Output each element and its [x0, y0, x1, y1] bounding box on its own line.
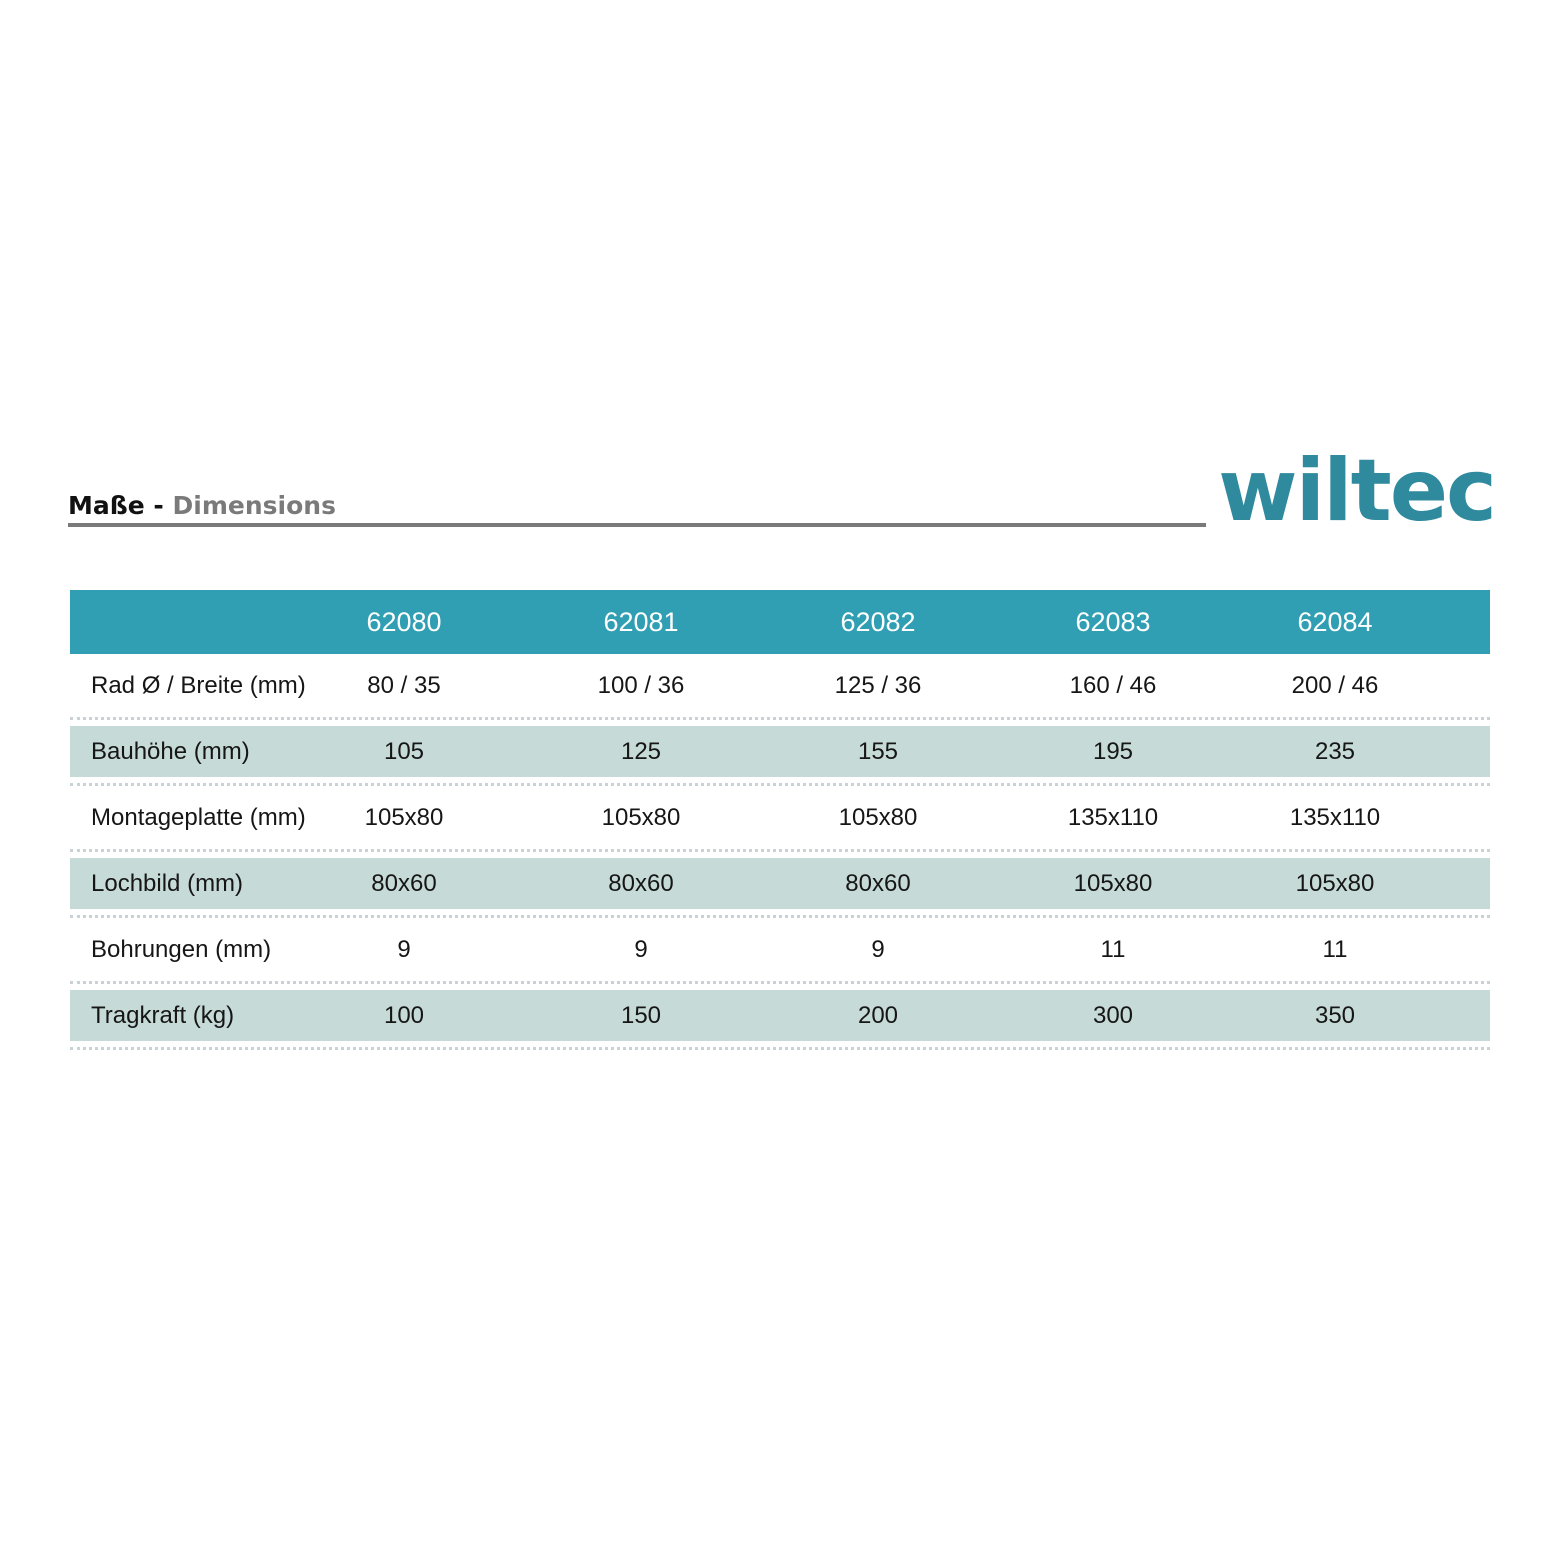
table-cell: 9: [871, 935, 885, 963]
table-row-holes: [70, 918, 1490, 984]
table-cell: 11: [1322, 935, 1348, 963]
table-cell: 100: [383, 1001, 425, 1029]
table-cell: 80x60: [371, 869, 437, 897]
table-row-wheel-width: [70, 654, 1490, 720]
table-cell: 135x110: [1289, 803, 1381, 831]
row-label: Rad Ø / Breite (mm): [91, 671, 306, 699]
table-row-height: [70, 720, 1490, 786]
dimensions-table: [70, 590, 1490, 1050]
wiltec-logo: wiltec: [1218, 441, 1495, 541]
header-model-62080: 62080: [366, 606, 442, 637]
row-label: Lochbild (mm): [91, 869, 244, 897]
table-cell: 125 / 36: [834, 671, 922, 699]
table-cell: 100 / 36: [597, 671, 685, 699]
row-label: Montageplatte (mm): [91, 803, 306, 831]
table-header-row: [70, 590, 1490, 654]
table-cell: 150: [620, 1001, 662, 1029]
header-model-62081: 62081: [603, 606, 679, 637]
table-cell: 9: [634, 935, 648, 963]
table-cell: 80x60: [608, 869, 674, 897]
title-english: Dimensions: [172, 491, 336, 520]
table-cell: 300: [1092, 1001, 1134, 1029]
table-cell: 11: [1100, 935, 1126, 963]
table-cell: 105x80: [1295, 869, 1375, 897]
row-label: Bauhöhe (mm): [91, 737, 250, 765]
table-row-mounting-plate: [70, 786, 1490, 852]
header-model-62082: 62082: [840, 606, 916, 637]
table-cell: 80x60: [845, 869, 911, 897]
table-cell: 80 / 35: [367, 671, 441, 699]
table-cell: 9: [397, 935, 411, 963]
page-title: [68, 488, 336, 524]
table-cell: 155: [857, 737, 899, 765]
table-cell: 235: [1314, 737, 1356, 765]
title-underline: [68, 523, 1206, 527]
title-german: Maße: [68, 491, 145, 520]
table-cell: 125: [620, 737, 662, 765]
table-cell: 105x80: [1073, 869, 1153, 897]
table-row-load-capacity: [70, 984, 1490, 1050]
table-cell: 350: [1314, 1001, 1356, 1029]
table-cell: 105x80: [601, 803, 681, 831]
table-cell: 200: [857, 1001, 899, 1029]
table-cell: 105: [383, 737, 425, 765]
table-cell: 105x80: [838, 803, 918, 831]
table-cell: 135x110: [1067, 803, 1159, 831]
header-model-62084: 62084: [1297, 606, 1373, 637]
row-label: Tragkraft (kg): [91, 1001, 235, 1029]
table-cell: 105x80: [364, 803, 444, 831]
table-cell: 200 / 46: [1291, 671, 1379, 699]
header-model-62083: 62083: [1075, 606, 1151, 637]
table-cell: 195: [1092, 737, 1134, 765]
table-cell: 160 / 46: [1069, 671, 1157, 699]
table-row-hole-pattern: [70, 852, 1490, 918]
title-separator: -: [153, 491, 164, 520]
row-label: Bohrungen (mm): [91, 935, 272, 963]
